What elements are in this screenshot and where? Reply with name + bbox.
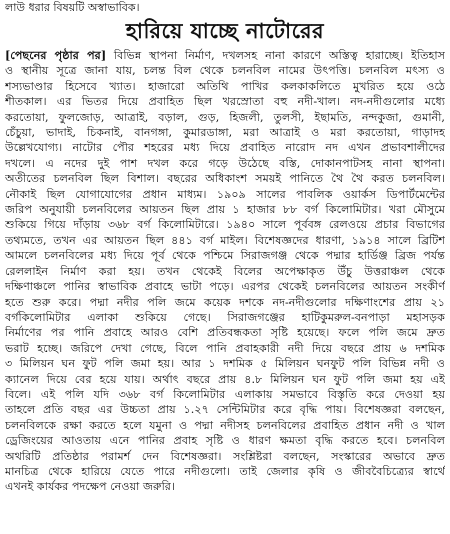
body-line: হতে শুরু করে। পদ্মা নদীর পলি জমে কয়েক দশকে নদ-নদীগুলোর দক্ষিণাংশের প্রায় ২১	[5, 295, 445, 309]
continued-label: [পেছনের পৃষ্ঠার পর]	[5, 48, 107, 62]
body-line: বিলে। এই পলি যদি ৩৬৮ বর্গ কিলোমিটার এলাকায় সমভাবে বিস্তৃতি করে দেওয়া হয়	[5, 387, 445, 401]
body-line: ও স্থানীয় সূত্রে জানা যায়, চলন্ত বিল থেকে চলনবিল নামের উৎপত্তি। চলনবিল মৎস্য ও	[5, 64, 445, 78]
body-line: অথরিটি প্রতিষ্ঠার পরামর্শ দেন বিশেষজ্ঞরা। সংশ্লিষ্টরা বলছেন, সংস্কারের অভাবে দ্রুত	[5, 449, 445, 463]
body-line: তথ্যমতে, তখন এর আয়তন ছিল ৪৪১ বর্গ মাইল। বিশেষজ্ঞদের ধারণা, ১৯১৪ সালে ব্রিটিশ	[5, 233, 445, 247]
body-line: ড্রেজিংয়ের আওতায় এনে পানির প্রবাহ সৃষ্টি ও ধারণ ক্ষমতা বৃদ্ধি করতে হবে। চলনবিল	[5, 434, 445, 448]
body-line: রেললাইন নির্মাণ করা হয়। তখন থেকেই বিলের অপেক্ষাকৃত উঁচু উত্তরাঞ্চল থেকে	[5, 264, 445, 278]
body-line: করতোয়া, ফুলজোড়, আত্রাই, বড়াল, গুড়, হিজলী, তুলসী, ইছামতি, নন্দকুজা, গুমানী,	[5, 110, 445, 124]
body-line: শীতকাল। এর ভিতর দিয়ে প্রবাহিত ছিল খরস্রোতা বহু নদী-খাল। নদ-নদীগুলোর মধ্যে	[5, 95, 445, 109]
body-line: আমলে চলনবিলের মধ্য দিয়ে পূর্ব থেকে পশ্চিমে সিরাজগঞ্জ থেকে পদ্মার হার্ডিঞ্জ ব্রিজ পর্যন্ত	[5, 249, 445, 263]
body-line: বর্গকিলোমিটার এলাকা শুকিয়ে গেছে। সিরাজগঞ্জের হাটিকুমরুল-বনপাড়া মহাসড়ক	[5, 310, 445, 324]
body-line: নির্মাণের পর পানি প্রবাহে আরও বেশি প্রতিবন্ধকতা সৃষ্টি হয়েছে। ফলে পলি জমে দ্রুত	[5, 326, 445, 340]
body-line: জরিপ অনুযায়ী চলনবিলের আয়তন ছিল প্রায় ১ হাজার ৮৮ বর্গ কিলোমিটার। খরা মৌসুমে	[5, 203, 445, 217]
previous-article-last-line: লাউ ধরার বিষয়টি অস্বাভাবিক।	[5, 1, 140, 14]
body-line	[5, 48, 445, 63]
body-line: নৌকাই ছিল যোগাযোগের প্রধান মাধ্যম। ১৯০৯ সালের পাবলিক ওয়ার্কস ডিপার্টমেন্টের	[5, 187, 445, 201]
body-line: চেঁচুয়া, ভাদাই, চিকনাই, বানগঙ্গা, কুমারডাঙ্গা, মরা আত্রাই ও মরা করতোয়া, গাড়াদহ	[5, 126, 445, 140]
body-line: চলনবিলকে রক্ষা করতে হলে যমুনা ও পদ্মা নদীসহ চলনবিলের প্রবাহিত প্রধান নদী ও খাল	[5, 418, 445, 432]
body-line: শুকিয়ে গিয়ে দাঁড়ায় ৩৬৮ বর্গ কিলোমিটারে। ১৯৪০ সালে পূর্ববঙ্গ রেলওয়ে প্রচার বিভাগের	[5, 218, 445, 232]
body-line: দখলে। এ নদের দুই পাশ দখল করে গড়ে উঠেছে বস্তি, দোকানপাটসহ নানা স্থাপনা।	[5, 156, 445, 170]
body-line: অতীতের চলনবিল ছিল বিশাল। বছরের অধিকাংশ সময়ই পানিতে থৈ থৈ করত চলনবিল।	[5, 172, 445, 186]
article-headline: হারিয়ে যাচ্ছে নাটোরের	[125, 18, 325, 43]
body-line: ভরাট হচ্ছে। জরিপে দেখা গেছে, বিলে পানি প্রবাহকারী নদী দিয়ে বছরে প্রায় ৬ দশমিক	[5, 341, 445, 355]
body-line: ক্যানেল দিয়ে বের হয়ে যায়। অর্থাৎ বছরে প্রায় ৪.৮ মিলিয়ন ঘন ফুট পলি জমা হয় এই	[5, 372, 445, 386]
body-line: উল্লেখযোগ্য। নাটোর পৌর শহরের মধ্য দিয়ে প্রবাহিত নারোদ নদ এখন প্রভাবশালীদের	[5, 141, 445, 155]
body-line: দক্ষিণাঞ্চলে পানির স্বাভাবিক প্রবাহে ভাটা পড়ে। এরপর থেকেই চলনবিলের আয়তন সংকীর্ণ	[5, 280, 445, 294]
body-line-text: বিভিন্ন স্থাপনা নির্মাণ, দখলসহ নানা কারণে অস্তিত্ব হারাচ্ছে। ইতিহাস	[106, 49, 445, 62]
body-line: মানচিত্র থেকে হারিয়ে যেতে পারে নদীগুলো। তাই জেলার কৃষি ও জীববৈচিত্র্যের স্বার্থে	[5, 464, 445, 478]
body-line: তাহলে প্রতি বছর এর উচ্চতা প্রায় ১.২৭ সেন্টিমিটার করে বৃদ্ধি পায়। বিশেষজ্ঞরা বলছেন,	[5, 403, 445, 417]
body-line: এখনই কার্যকর পদক্ষেপ নেওয়া জরুরি।	[5, 480, 175, 494]
article-body	[5, 48, 445, 495]
body-line: ৩ মিলিয়ন ঘন ফুট পলি জমা হয়। আর ১ দশমিক ৫ মিলিয়ন ঘনফুট পলি বিভিন্ন নদী ও	[5, 357, 445, 371]
body-line: শস্যভাণ্ডার হিসেবে খ্যাত। হাজারো অতিথি পাখির কলকাকলিতে মুখরিত হয়ে ওঠে	[5, 79, 445, 93]
